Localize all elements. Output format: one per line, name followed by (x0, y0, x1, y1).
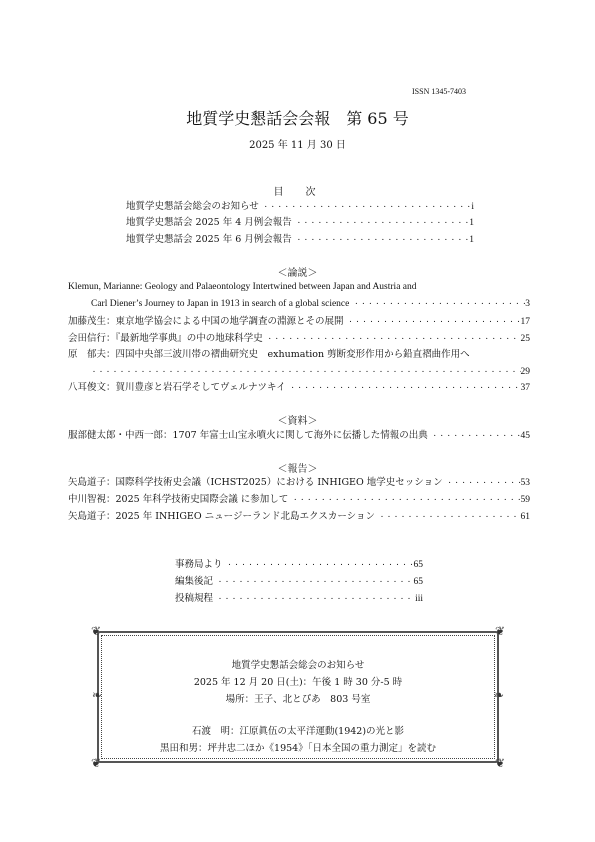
leader-dots (213, 591, 415, 608)
corner-ornament-icon: ❦ (91, 756, 102, 770)
toc-entry-page: 3 (525, 299, 530, 309)
toc-entry-page: iii (415, 594, 423, 604)
toc-entry (126, 215, 474, 231)
toc-entry-page: 37 (520, 383, 530, 393)
toc-entry-page: 1 (469, 235, 474, 245)
toc-entry-page: 53 (520, 478, 530, 488)
leader-dots (213, 574, 413, 591)
toc-entry (91, 364, 530, 380)
toc-entry-title: 投稿規程 (175, 593, 214, 604)
toc-entry-line1 (68, 347, 530, 363)
journal-title: 地質学史懇話会会報 第 65 号 (186, 109, 409, 128)
toc-entry-title: 事務局より (175, 559, 223, 570)
notice-venue: 場所：王子、北とぴあ 803 号室 (225, 694, 371, 705)
corner-ornament-icon: ❦ (494, 624, 505, 638)
toc-entry (175, 557, 423, 573)
toc-entry (126, 199, 474, 215)
toc-entry-page: 1 (469, 218, 474, 228)
section-heading: ＜資料＞ (277, 416, 318, 427)
toc-entry-page: 25 (520, 334, 530, 344)
toc-entry-title: 八耳俊文：賀川豊彦と岩石学そしてヴェルナツキイ (68, 382, 286, 393)
notice-title: 地質学史懇話会総会のお知らせ (231, 660, 365, 671)
toc-entry-title: 会田信行：『最新地学事典』の中の地球科学史 (68, 333, 263, 344)
leader-dots (443, 475, 521, 492)
leader-dots (349, 296, 525, 313)
toc-entry-page: 17 (520, 317, 530, 327)
leader-dots (259, 199, 472, 216)
toc-entry-page: i (471, 202, 474, 212)
section-heading: ＜論説＞ (277, 268, 318, 279)
toc-entry (68, 492, 530, 508)
toc-entry (126, 232, 474, 248)
toc-heading: 目 次 (273, 187, 322, 198)
notice-talk: 黒田和男：坪井忠二ほか《1954》「日本全国の重力測定」を読む (160, 743, 436, 754)
corner-ornament-icon: ❦ (494, 756, 505, 770)
toc-entry-title: Klemun, Marianne: Geology and Palaeontology Intertwined between Japan and Austria and (68, 282, 417, 292)
toc-entry (91, 296, 530, 312)
toc-entry (68, 331, 530, 347)
leader-dots (292, 232, 469, 249)
leader-dots (375, 509, 521, 526)
toc-entry (68, 314, 530, 330)
issn: ISSN 1345-7403 (412, 87, 467, 96)
toc-entry (68, 509, 530, 525)
leader-dots (91, 364, 521, 381)
toc-entry-title: 地質学史懇話会 2025 年 6 月例会報告 (126, 234, 292, 245)
toc-entry-page: 61 (520, 512, 530, 522)
leader-dots (223, 557, 414, 574)
toc-entry-title: 編集後記 (175, 576, 214, 587)
toc-entry-title: 矢島道子：国際科学技術史会議（ICHST2025）における INHIGEO 地学史セッション (68, 477, 443, 488)
leader-dots (344, 314, 521, 331)
toc-entry-title: 地質学史懇話会 2025 年 4 月例会報告 (126, 217, 292, 228)
toc-entry (68, 475, 530, 491)
section-heading: ＜報告＞ (277, 464, 318, 475)
toc-entry (68, 380, 530, 396)
leader-dots (288, 492, 520, 509)
leader-dots (292, 215, 469, 232)
meeting-notice-box (91, 624, 505, 770)
leader-dots (286, 380, 521, 397)
toc-entry-title: Carl Diener’s Journey to Japan in 1913 in search of a global science (91, 299, 350, 309)
toc-entry-page: 45 (520, 431, 530, 441)
toc-entry (68, 428, 530, 444)
toc-entry-page: 65 (413, 577, 423, 587)
toc-entry-title: 原 郁夫：四国中央部三波川帯の褶曲研究史 exhumation 剪断変形作用から鉛直褶曲作用へ (68, 349, 470, 360)
side-ornament-icon: ❧ (92, 688, 103, 702)
corner-ornament-icon: ❦ (91, 624, 102, 638)
toc-entry (175, 591, 423, 607)
toc-entry-title: 地質学史懇話会総会のお知らせ (126, 201, 259, 212)
toc-entry-title: 矢島道子：2025 年 INHIGEO ニュージーランド北島エクスカーション (68, 511, 375, 522)
toc-entry-title: 加藤茂生：東京地学協会による中国の地学調査の淵源とその展開 (68, 316, 344, 327)
toc-entry-line1 (68, 279, 530, 295)
toc-entry-title: 服部健太郎・中西一郎：1707 年富士山宝永噴火に関して海外に伝播した情報の出典 (68, 430, 428, 441)
toc-entry-title: 中川智視：2025 年科学技術史国際会議 に参加して (68, 494, 289, 505)
notice-datetime: 2025 年 12 月 20 日(土)：午後 1 時 30 分-5 時 (193, 677, 403, 688)
toc-entry-page: 65 (413, 560, 423, 570)
side-ornament-icon: ❧ (493, 688, 504, 702)
toc-entry-page: 59 (520, 495, 530, 505)
toc-entry (175, 574, 423, 590)
notice-talk: 石渡 明：江原眞伍の太平洋運動(1942)の光と影 (191, 726, 405, 737)
leader-dots (428, 428, 521, 445)
leader-dots (263, 331, 521, 348)
issue-date: 2025 年 11 月 30 日 (249, 140, 346, 151)
toc-entry-page: 29 (520, 367, 530, 377)
